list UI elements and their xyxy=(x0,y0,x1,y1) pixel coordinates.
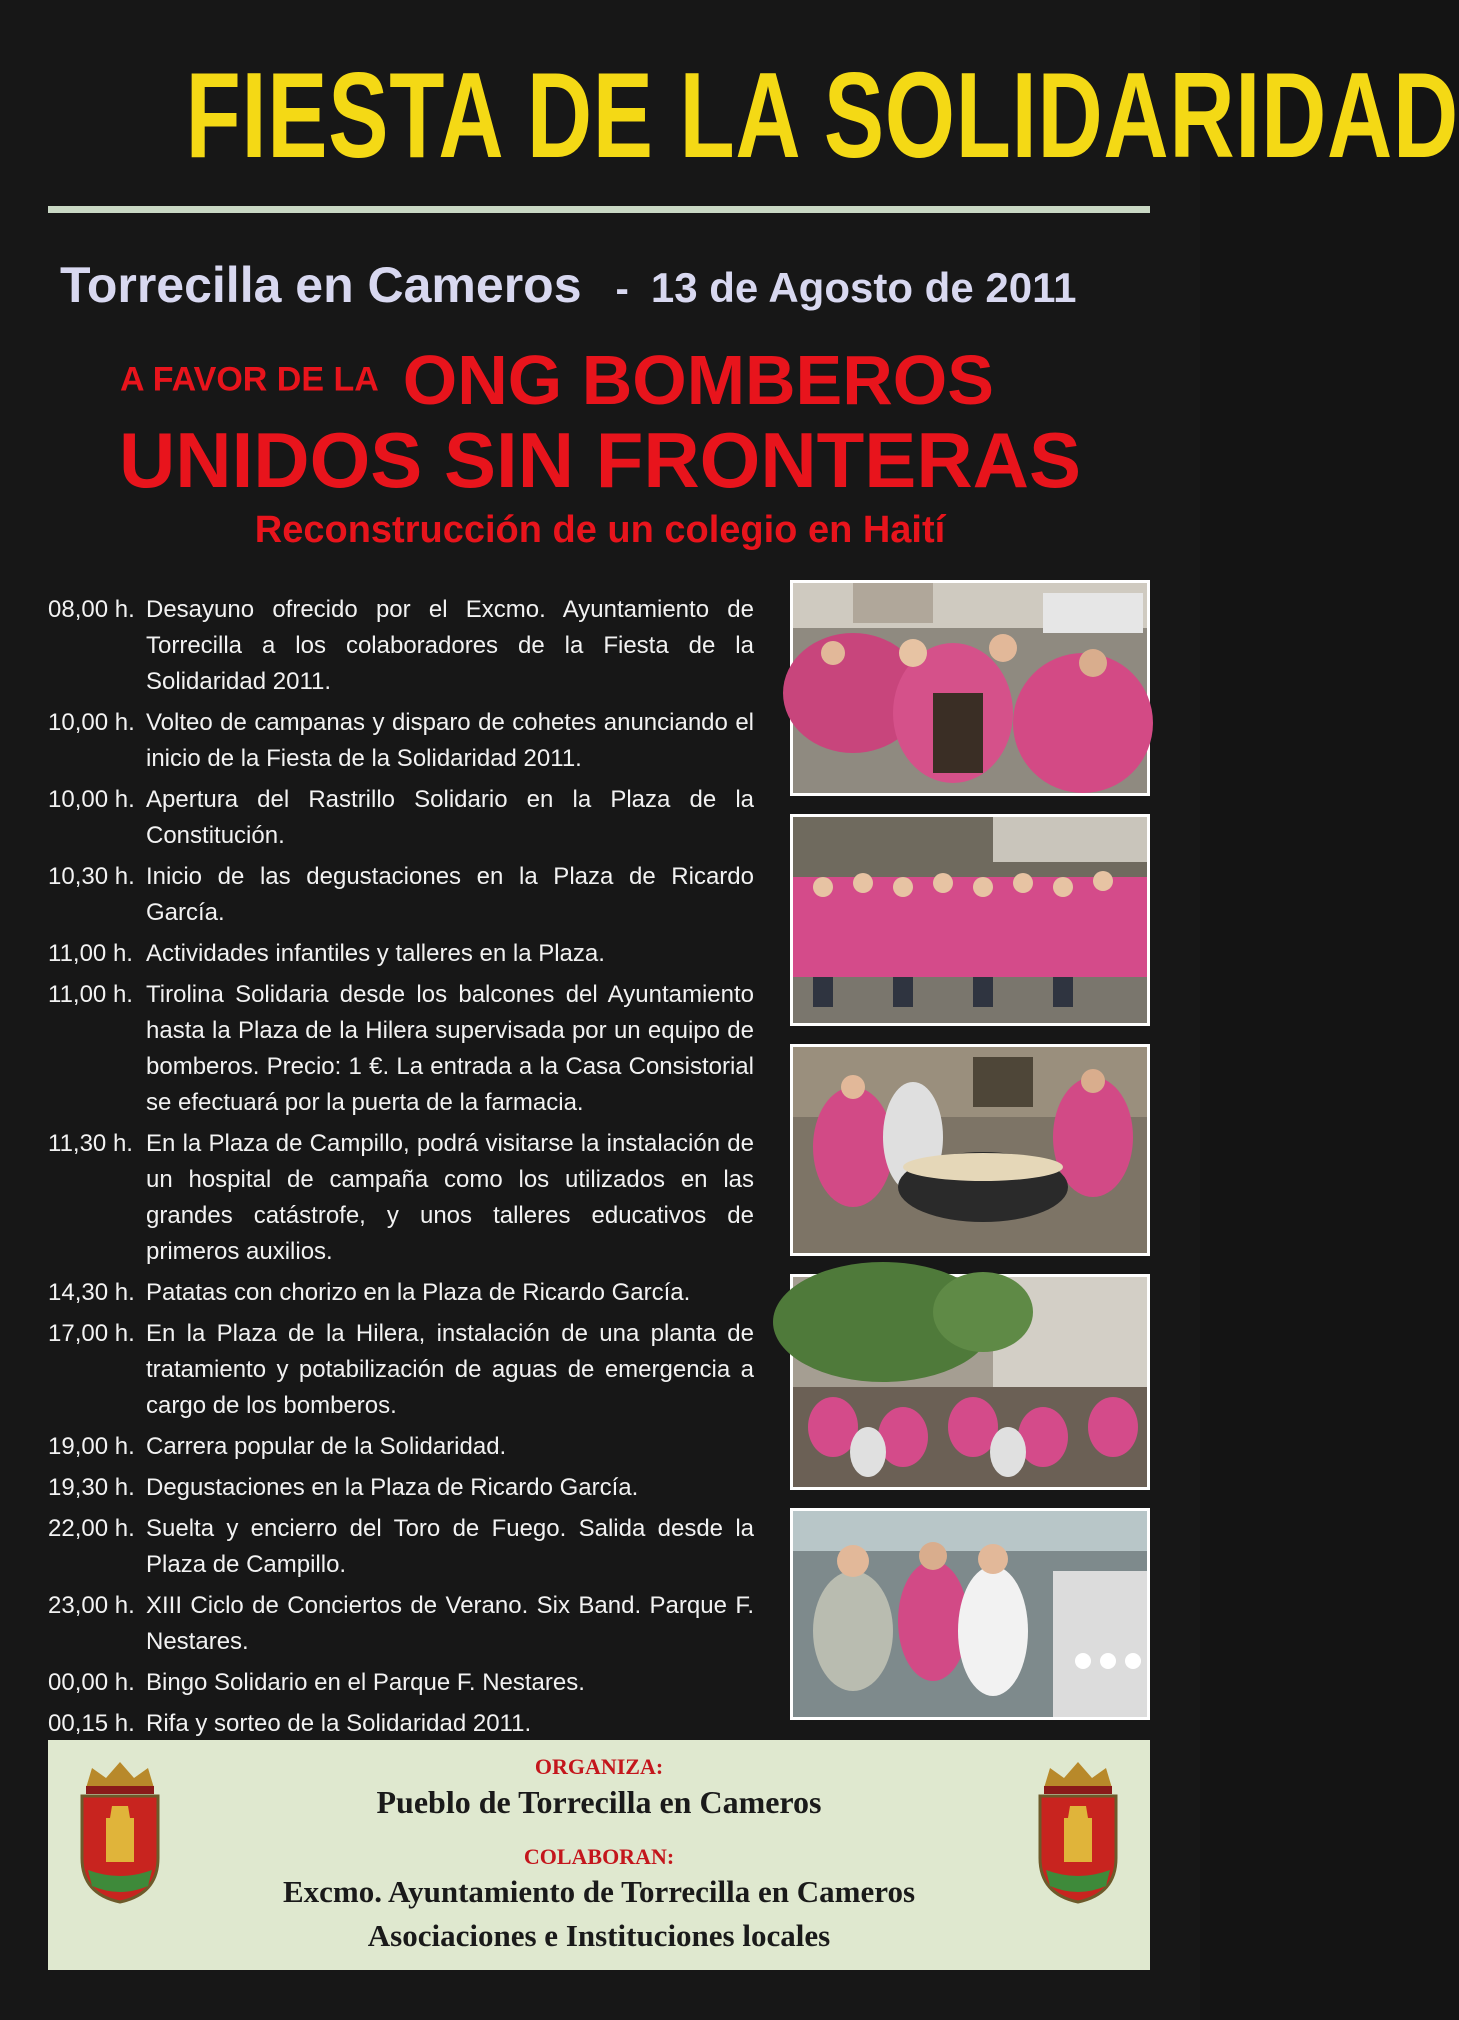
schedule-time: 10,00 h. xyxy=(48,709,135,736)
schedule-text: Carrera popular de la Solidaridad. xyxy=(146,1433,507,1460)
schedule-text: Rifa y sorteo de la Solidaridad 2011. xyxy=(146,1710,532,1737)
schedule-item xyxy=(48,1588,754,1660)
schedule-text: Desayuno ofrecido por el Excmo. Ayuntamiento de Torrecilla a los colaboradores de la Fiesta de la Solidaridad 2011. xyxy=(146,596,754,695)
schedule-item xyxy=(48,592,754,700)
schedule-time: 11,30 h. xyxy=(48,1130,133,1157)
schedule-text: En la Plaza de Campillo, podrá visitarse la instalación de un hospital de campaña como los utilizados en las grandes catástrofe, y unos talleres educativos de primeros auxilios. xyxy=(146,1130,754,1265)
schedule-text: Tirolina Solidaria desde los balcones del Ayuntamiento hasta la Plaza de la Hilera supervisada por un equipo de bomberos. Precio: 1 €. La entrada a la Casa Consistorial se efectuará por la puerta de la farmacia. xyxy=(146,981,754,1116)
schedule-item xyxy=(48,1429,754,1465)
schedule-text: XIII Ciclo de Conciertos de Verano. Six Band. Parque F. Nestares. xyxy=(146,1592,754,1655)
photo-food-serving xyxy=(790,1508,1150,1720)
schedule-text: Bingo Solidario en el Parque F. Nestares. xyxy=(146,1669,585,1696)
schedule-text: Apertura del Rastrillo Solidario en la Plaza de la Constitución. xyxy=(146,786,754,849)
title-divider xyxy=(48,206,1150,213)
cause-line-3: Reconstrucción de un colegio en Haití xyxy=(254,509,946,551)
schedule-item xyxy=(48,1665,754,1701)
schedule-time: 11,00 h. xyxy=(48,940,133,967)
schedule-item xyxy=(48,1126,754,1270)
poster-title: FIESTA DE LA SOLIDARIDAD xyxy=(185,47,1459,183)
schedule-time: 19,00 h. xyxy=(48,1433,135,1460)
schedule-item xyxy=(48,782,754,854)
schedule-item xyxy=(48,1316,754,1424)
event-subtitle xyxy=(60,250,1150,320)
subtitle-dash: - xyxy=(615,267,629,311)
cause-line-1: ONG BOMBEROS xyxy=(402,341,994,419)
schedule-list xyxy=(48,592,754,1788)
schedule-time: 10,30 h. xyxy=(48,863,135,890)
schedule-text: Suelta y encierro del Toro de Fuego. Salida desde la Plaza de Campillo. xyxy=(146,1515,754,1578)
schedule-time: 22,00 h. xyxy=(48,1515,135,1542)
schedule-text: Patatas con chorizo en la Plaza de Ricardo García. xyxy=(146,1279,691,1306)
cause-line-2: UNIDOS SIN FRONTERAS xyxy=(118,416,1082,504)
schedule-time: 00,15 h. xyxy=(48,1710,135,1737)
schedule-item xyxy=(48,705,754,777)
organiza-name: Pueblo de Torrecilla en Cameros xyxy=(376,1784,822,1820)
event-place: Torrecilla en Cameros xyxy=(60,257,582,313)
schedule-time: 14,30 h. xyxy=(48,1279,135,1306)
schedule-item xyxy=(48,859,754,931)
schedule-time: 23,00 h. xyxy=(48,1592,135,1619)
schedule-item xyxy=(48,1275,754,1311)
schedule-text: Actividades infantiles y talleres en la Plaza. xyxy=(146,940,605,967)
schedule-item xyxy=(48,977,754,1121)
schedule-time: 08,00 h. xyxy=(48,596,135,623)
schedule-time: 10,00 h. xyxy=(48,786,135,813)
cause-heading xyxy=(120,340,1120,420)
credits-panel xyxy=(48,1740,1150,1970)
photo-cooking-cauldron xyxy=(790,1044,1150,1256)
colaboran-name-1: Excmo. Ayuntamiento de Torrecilla en Cameros xyxy=(282,1874,916,1909)
schedule-time: 11,00 h. xyxy=(48,981,133,1008)
schedule-time: 17,00 h. xyxy=(48,1320,135,1347)
schedule-text: Inicio de las degustaciones en la Plaza de Ricardo García. xyxy=(146,863,754,926)
cause-prefix: A FAVOR DE LA xyxy=(120,360,379,399)
schedule-text: Volteo de campanas y disparo de cohetes anunciando el inicio de la Fiesta de la Solidaridad 2011. xyxy=(146,709,754,772)
schedule-text: En la Plaza de la Hilera, instalación de una planta de tratamiento y potabilización de aguas de emergencia a cargo de los bomberos. xyxy=(146,1320,754,1419)
organiza-label: ORGANIZA: xyxy=(534,1754,664,1779)
colaboran-label: COLABORAN: xyxy=(523,1844,675,1869)
colaboran-name-2: Asociaciones e Instituciones locales xyxy=(367,1918,831,1953)
schedule-text: Degustaciones en la Plaza de Ricardo García. xyxy=(146,1474,639,1501)
schedule-time: 00,00 h. xyxy=(48,1669,135,1696)
photo-children-group xyxy=(790,814,1150,1026)
photo-plaza-crowd xyxy=(790,1274,1150,1490)
schedule-item xyxy=(48,1706,754,1742)
photo-breakfast-crowd xyxy=(790,580,1150,796)
schedule-time: 19,30 h. xyxy=(48,1474,135,1501)
schedule-item xyxy=(48,1511,754,1583)
schedule-item xyxy=(48,936,754,972)
schedule-item xyxy=(48,1470,754,1506)
event-date: 13 de Agosto de 2011 xyxy=(650,264,1077,311)
